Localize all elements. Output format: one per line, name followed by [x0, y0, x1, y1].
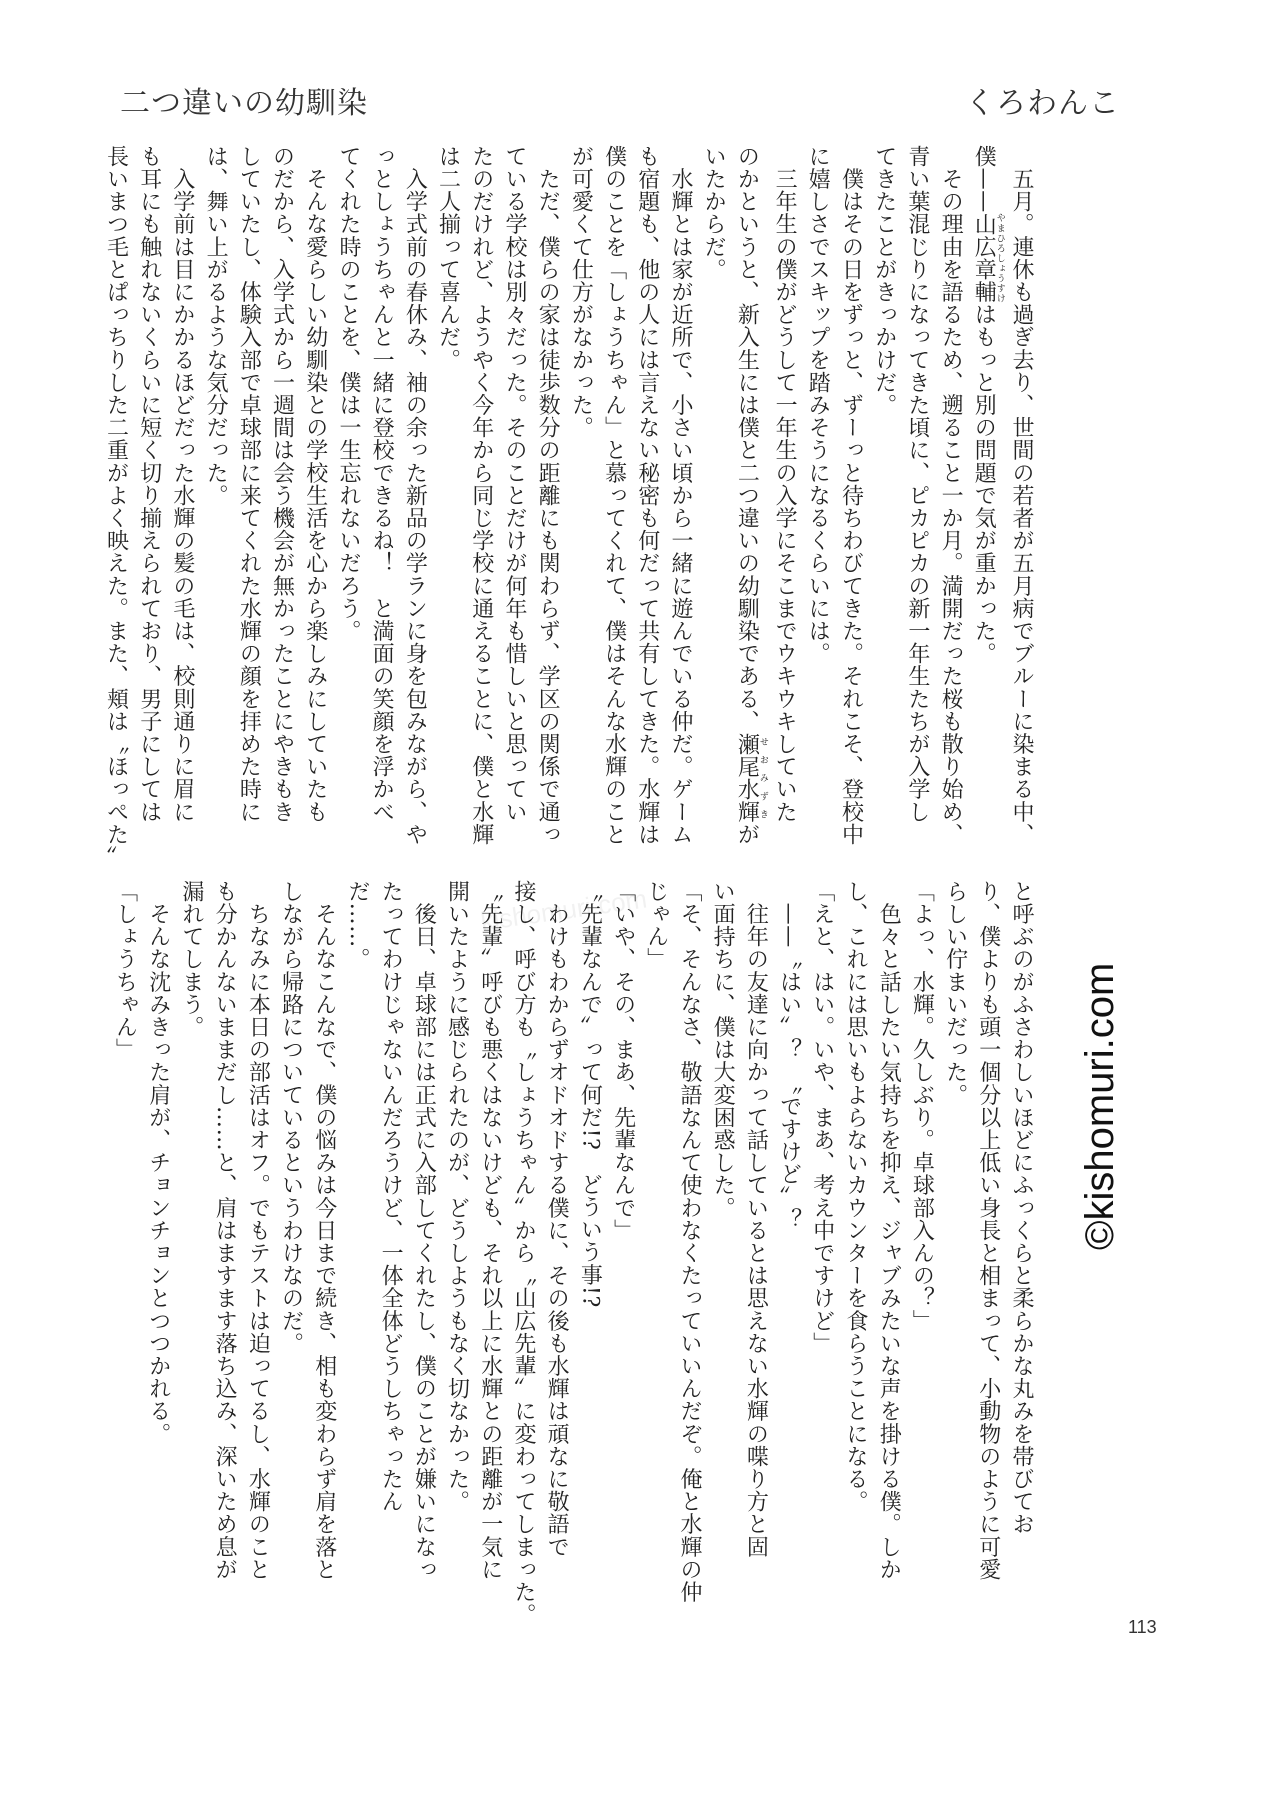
text-column: 「よっ、水輝。久しぶり。卓球部入んの？」: [909, 880, 935, 1332]
text-column: も分かんないままだし……と、肩はますます落ち込み、深いため息が: [212, 880, 238, 1581]
furigana: やまひろしょうすけ: [994, 212, 1005, 304]
text-column: 「えと、はい。いや、まあ、考え中ですけど」: [809, 880, 835, 1355]
text-column: 僕はその日をずっと、ずーっと待ちわびてきた。それこそ、登校中: [838, 145, 864, 846]
text-column: も耳にも触れないくらいに短く切り揃えられており、男子にしては: [136, 145, 162, 823]
text-column: その理由を語るため、遡ること一か月。満開だった桜も散り始め、: [938, 145, 964, 846]
text-column: 開いたように感じられたのが、どうしようもなく切なかった。: [444, 880, 470, 1513]
text-column: 水輝とは家が近所で、小さい頃から一緒に遊んでいる仲だ。ゲーム: [667, 145, 693, 846]
text-column: 往年の友達に向かって話しているとは思えない水輝の喋り方と固: [743, 880, 769, 1558]
text-column: 漏れてしまう。: [178, 880, 204, 1039]
text-column-with-ruby: [967, 145, 1005, 795]
text-segment: のかというと、新入生には僕と二つ違いの幼馴染である、: [734, 145, 760, 733]
text-column: 接し、呼び方も〝しょうちゃん〟から〝山広先輩〟に変わってしまった。: [510, 880, 536, 1626]
name-text: 山広章輔: [971, 212, 997, 304]
text-column: っとしょうちゃんと一緒に登校できるね！ と満面の笑顔を浮かべ: [369, 145, 395, 823]
text-column: 長いまつ毛とぱっちりした二重がよく映えた。また、頬は〝ほっぺた〟: [103, 145, 129, 869]
site-watermark: ©kishomuri.com: [1078, 962, 1122, 1250]
text-column: し、これには思いもよらないカウンターを食らうことになる。: [842, 880, 868, 1513]
text-column: たってわけじゃないんだろうけど、一体全体どうしちゃったん: [378, 880, 404, 1513]
text-column: 「しょうちゃん」: [112, 880, 138, 1061]
text-column: は、舞い上がるような気分だった。: [203, 145, 229, 507]
story-title: 二つ違いの幼馴染: [120, 86, 368, 121]
text-column: ている学校は別々だった。そのことだけが何年も惜しいと思ってい: [501, 145, 527, 823]
text-column: 「そ、そんなさ、敬語なんて使わなくたっていいんだぞ。俺と水輝の仲: [676, 880, 702, 1604]
text-column: たのだけれど、ようやく今年から同じ学校に通えることに、僕と水輝: [468, 145, 494, 846]
text-column: いたからだ。: [701, 145, 727, 281]
text-column: だ……。: [344, 880, 370, 971]
text-column: そんな愛らしい幼馴染との学校生活を心から楽しみにしていたも: [302, 145, 328, 823]
text-column: 青い葉混じりになってきた頃に、ピカピカの新一年生たちが入学し: [904, 145, 930, 823]
text-column: に嬉しさでスキップを踏みそうになるくらいには。: [805, 145, 831, 665]
name-with-furigana: [971, 212, 1005, 304]
text-column: 僕のことを「しょうちゃん」と慕ってくれて、僕はそんな水輝のこと: [601, 145, 627, 846]
text-segment: 僕——: [971, 145, 997, 213]
text-segment: が: [734, 823, 760, 846]
faint-watermark: kishomuri.com: [478, 883, 649, 937]
text-column: ちなみに本日の部活はオフ。でもテストは迫ってるし、水輝のこと: [245, 880, 271, 1581]
text-column: らしい佇まいだった。: [942, 880, 968, 1106]
text-column: 入学前は目にかかるほどだった水輝の髪の毛は、校則通りに眉に: [169, 145, 195, 823]
name-text: 瀬尾水輝: [734, 732, 760, 824]
text-column: のだから、入学式から一週間は会う機会が無かったことにやきもき: [269, 145, 295, 823]
name-with-furigana: [734, 732, 768, 824]
text-block-top: [103, 145, 1038, 869]
text-column: も宿題も、他の人には言えない秘密も何だって共有してきた。水輝は: [634, 145, 660, 846]
text-block-bottom: [108, 880, 1038, 1626]
text-column: 〝先輩〟呼びも悪くはないけども、それ以上に水輝との距離が一気に: [477, 880, 503, 1581]
author-name: くろわんこ: [965, 86, 1120, 121]
text-column-with-ruby: [730, 145, 768, 846]
text-column: てくれた時のことを、僕は一生忘れないだろう。: [335, 145, 361, 643]
text-column: 後日、卓球部には正式に入部してくれたし、僕のことが嫌いになっ: [411, 880, 437, 1581]
text-column: と呼ぶのがふさわしいほどにふっくらと柔らかな丸みを帯びてお: [1009, 880, 1034, 1536]
text-column: 五月。連休も過ぎ去り、世間の若者が五月病でブルーに染まる中、: [1009, 145, 1034, 846]
text-column: ただ、僕らの家は徒歩数分の距離にも関わらず、学区の関係で通っ: [535, 145, 561, 846]
text-column: しながら帰路についているというわけなのだ。: [278, 880, 304, 1355]
text-column: ——〝はい〟？ 〝ですけど〟？: [776, 880, 802, 1231]
text-column: そんな沈みきった肩が、チョンチョンとつつかれる。: [145, 880, 171, 1445]
text-column: そんなこんなで、僕の悩みは今日まで続き、相も変わらず肩を落と: [311, 880, 337, 1581]
text-column: していたし、体験入部で卓球部に来てくれた水輝の顔を拝めた時に: [236, 145, 262, 823]
text-column: い面持ちに、僕は大変困惑した。: [710, 880, 736, 1219]
text-column: 色々と話したい気持ちを抑え、ジャブみたいな声を掛ける僕。しか: [876, 880, 902, 1581]
text-column: は二人揃って喜んだ。: [435, 145, 461, 371]
text-column: わけもわからずオドオドする僕に、その後も水輝は頑なに敬語で: [544, 880, 570, 1558]
text-column: 三年生の僕がどうして一年生の入学にそこまでウキウキしていた: [772, 145, 798, 823]
text-column: が可愛くて仕方がなかった。: [568, 145, 594, 439]
text-column: 〝先輩なんで〟って何だ!? どういう事!?: [577, 880, 603, 1308]
text-column: 「いや、その、まあ、先輩なんで」: [610, 880, 636, 1242]
text-column: てきたことがきっかけだ。: [871, 145, 897, 417]
text-column: じゃん」: [643, 880, 669, 971]
text-segment: はもっと別の問題で気が重かった。: [971, 303, 997, 665]
text-column: 入学式前の春休み、袖の余った新品の学ランに身を包みながら、や: [402, 145, 428, 846]
furigana: せおみずき: [757, 732, 768, 823]
text-column: り、僕よりも頭一個分以上低い身長と相まって、小動物のように可愛: [975, 880, 1001, 1581]
page-number: 113: [1128, 1617, 1157, 1637]
